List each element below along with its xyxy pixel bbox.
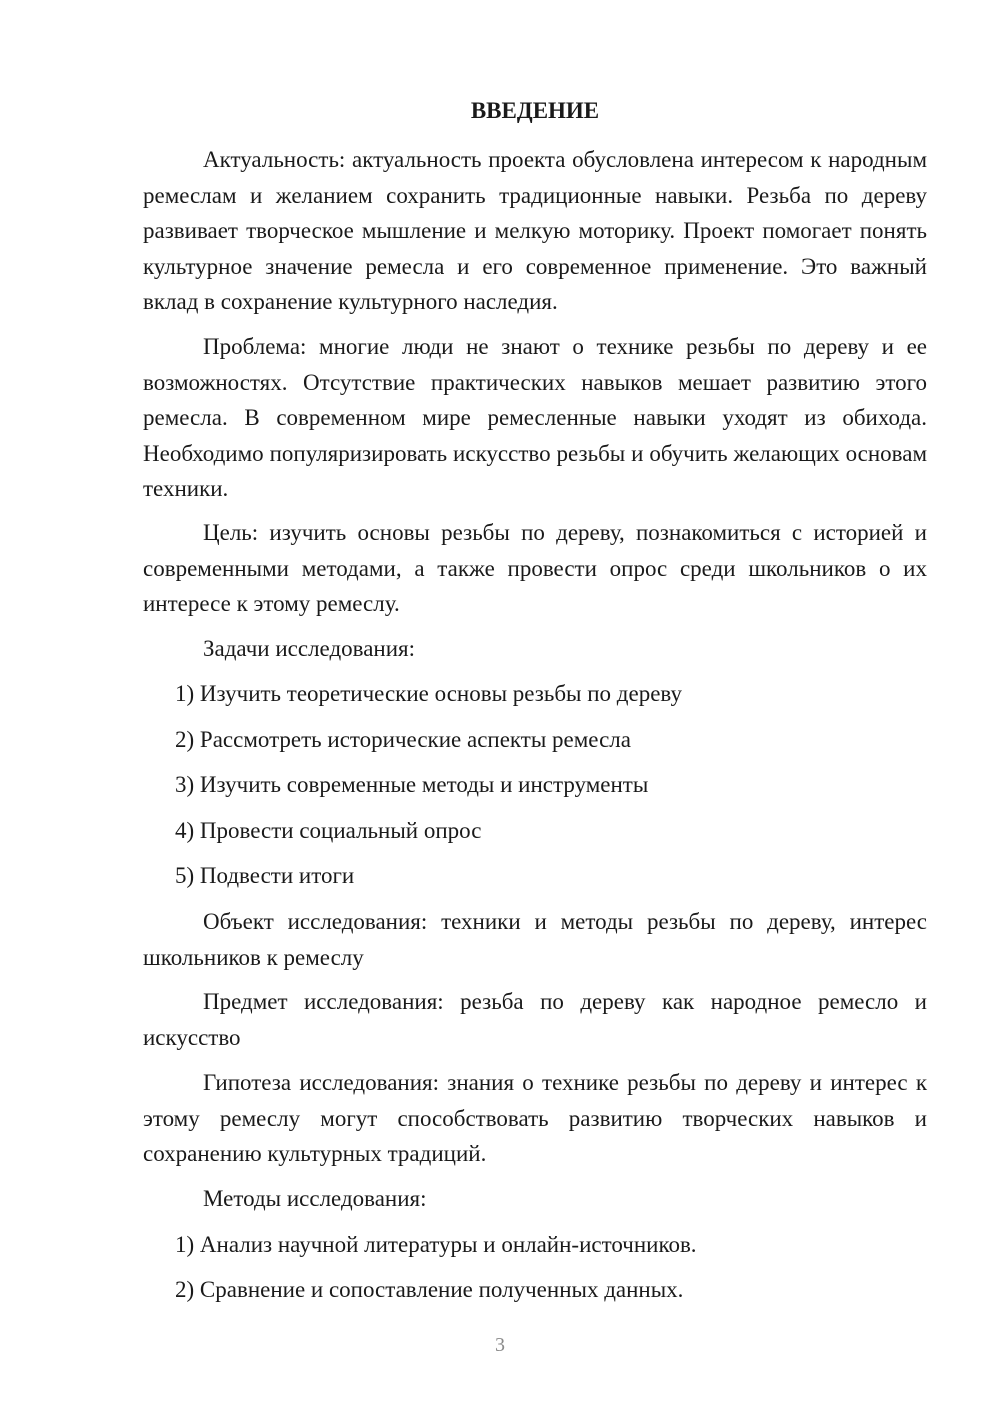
hypothesis-paragraph: Гипотеза исследования: знания о технике резьбы по дереву и интерес к этому ремеслу могут способствовать развитию творческих навыков и сохранению культурных традиций.	[143, 1070, 927, 1166]
subject-paragraph: Предмет исследования: резьба по дереву как народное ремесло и искусство	[143, 989, 927, 1050]
section-heading: ВВЕДЕНИЕ	[470, 98, 600, 123]
relevance-paragraph: Актуальность: актуальность проекта обусловлена интересом к народным ремеслам и желанием сохранить традиционные навыки. Резьба по дереву развивает творческое мышление и мелкую моторику. Проект помогает понять культурное значение ремесла и его современное применение. Это важный вклад в сохранение культурного наследия.	[143, 147, 927, 314]
tasks-label: Задачи исследования:	[203, 636, 416, 661]
task-item-5: 5) Подвести итоги	[175, 863, 355, 888]
goal-paragraph: Цель: изучить основы резьбы по дереву, познакомиться с историей и современными методами, а также провести опрос среди школьников о их интересе к этому ремеслу.	[143, 520, 927, 616]
object-paragraph: Объект исследования: техники и методы резьбы по дереву, интерес школьников к ремеслу	[143, 909, 927, 970]
page-number: 3	[495, 1334, 505, 1356]
method-item-1: 1) Анализ научной литературы и онлайн-источников.	[175, 1232, 697, 1257]
task-item-3: 3) Изучить современные методы и инструменты	[175, 772, 649, 797]
method-item-2: 2) Сравнение и сопоставление полученных данных.	[175, 1277, 684, 1302]
problem-paragraph: Проблема: многие люди не знают о технике резьбы по дереву и ее возможностях. Отсутствие практических навыков мешает развитию этого ремесла. В современном мире ремесленные навыки уходят из обихода. Необходимо популяризировать искусство резьбы и обучить желающих основам техники.	[143, 334, 927, 501]
task-item-1: 1) Изучить теоретические основы резьбы по дереву	[175, 681, 682, 706]
task-item-4: 4) Провести социальный опрос	[175, 818, 482, 843]
task-item-2: 2) Рассмотреть исторические аспекты ремесла	[175, 727, 631, 752]
methods-label: Методы исследования:	[203, 1186, 427, 1211]
